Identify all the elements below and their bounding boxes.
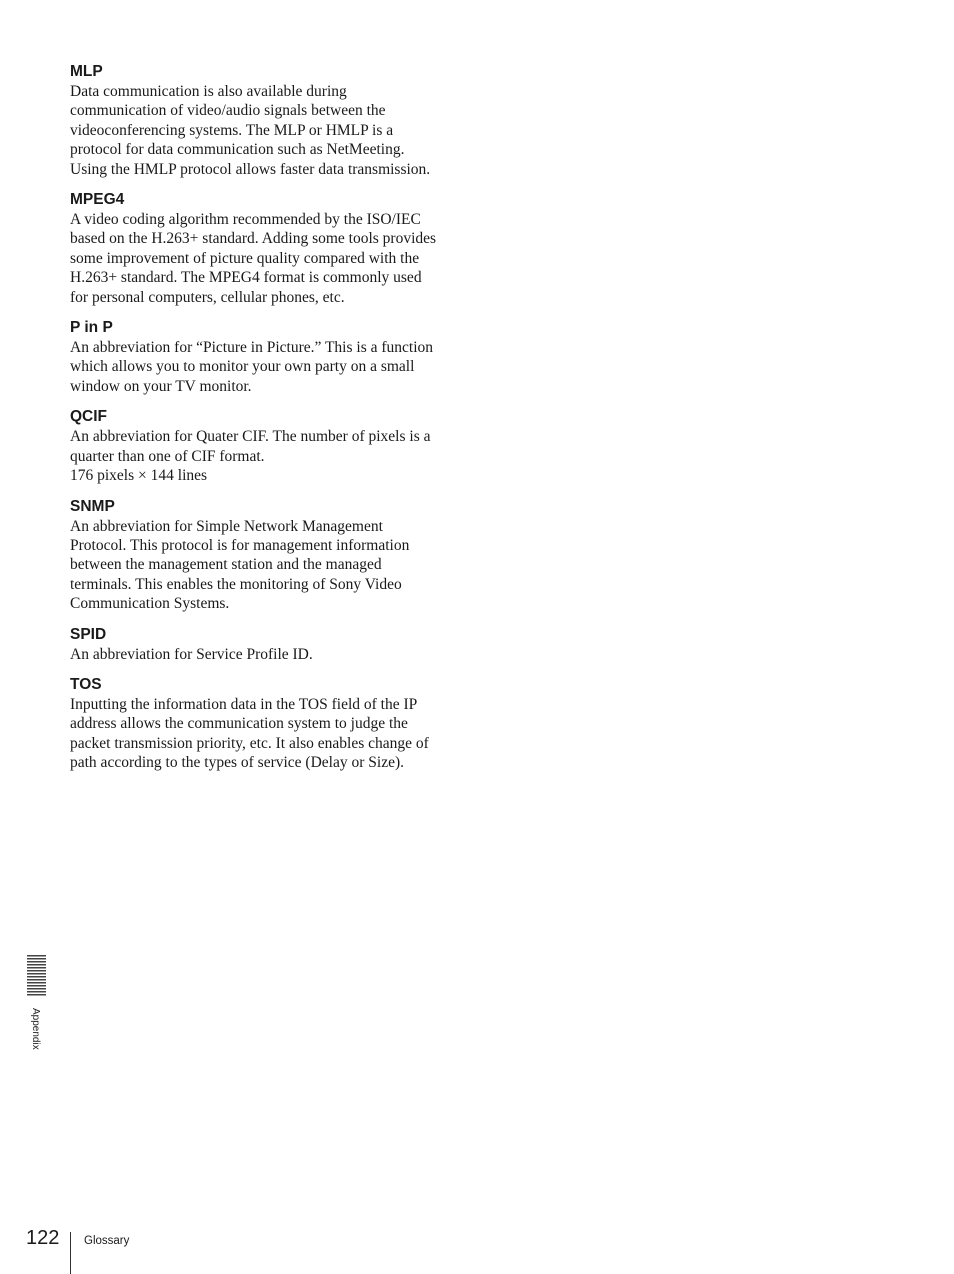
definition-line: address allows the communication system to judge the xyxy=(70,715,408,733)
definition-line: An abbreviation for “Picture in Picture.” This is a function xyxy=(70,339,434,357)
definition-line: for personal computers, cellular phones, etc. xyxy=(70,288,345,306)
definition-line: some improvement of picture quality compared with the xyxy=(70,249,420,267)
definition-line: Communication Systems. xyxy=(70,595,230,613)
footer-divider xyxy=(70,1232,71,1274)
definition-line: window on your TV monitor. xyxy=(70,377,252,395)
glossary-entry xyxy=(70,625,470,664)
definition-line: Inputting the information data in the TOS field of the IP xyxy=(70,695,418,713)
definition-line: based on the H.263+ standard. Adding some tools provides xyxy=(70,230,437,248)
glossary-definition xyxy=(70,695,470,773)
definition-line: packet transmission priority, etc. It also enables change of xyxy=(70,734,429,752)
glossary-term: QCIF xyxy=(70,408,108,426)
section-side-label: Appendix xyxy=(30,1008,41,1050)
glossary-term: P in P xyxy=(70,319,113,337)
glossary-entry xyxy=(70,407,470,485)
glossary-entry xyxy=(70,190,470,307)
glossary-entry xyxy=(70,62,470,179)
glossary-definition xyxy=(70,427,470,485)
glossary-definition xyxy=(70,645,470,664)
glossary-term: SPID xyxy=(70,625,107,643)
definition-line: which allows you to monitor your own party on a small xyxy=(70,358,415,376)
glossary-definition xyxy=(70,517,470,614)
glossary-definition xyxy=(70,210,470,307)
glossary-definition xyxy=(70,82,470,179)
definition-line: Protocol. This protocol is for management information xyxy=(70,536,410,554)
definition-line: terminals. This enables the monitoring of Sony Video xyxy=(70,575,402,593)
glossary-entry xyxy=(70,318,470,396)
definition-line: 176 pixels × 144 lines xyxy=(70,467,208,485)
definition-line: between the management station and the managed xyxy=(70,556,382,574)
definition-line: H.263+ standard. The MPEG4 format is commonly used xyxy=(70,269,422,287)
definition-line: communication of video/audio signals between the xyxy=(70,102,386,120)
footer-section-name: Glossary xyxy=(84,1235,130,1247)
definition-line: videoconferencing systems. The MLP or HMLP is a xyxy=(70,121,394,139)
glossary-entry xyxy=(70,675,470,773)
glossary-term: TOS xyxy=(70,675,102,693)
definition-line: path according to the types of service (Delay or Size). xyxy=(70,754,404,772)
definition-line: Using the HMLP protocol allows faster data transmission. xyxy=(70,160,431,178)
glossary-term: MPEG4 xyxy=(70,191,125,209)
definition-line: Data communication is also available during xyxy=(70,83,347,100)
glossary-term: SNMP xyxy=(70,497,115,515)
glossary-content xyxy=(70,62,470,784)
page-number: 122 xyxy=(26,1227,60,1249)
definition-line: A video coding algorithm recommended by the ISO/IEC xyxy=(70,211,421,229)
definition-line: quarter than one of CIF format. xyxy=(70,447,265,465)
definition-line: An abbreviation for Service Profile ID. xyxy=(70,645,313,663)
glossary-term: MLP xyxy=(70,63,103,80)
definition-line: An abbreviation for Simple Network Management xyxy=(70,517,383,535)
definition-line: An abbreviation for Quater CIF. The number of pixels is a xyxy=(70,428,431,446)
glossary-entry xyxy=(70,497,470,614)
glossary-definition xyxy=(70,338,470,396)
section-tab-marker xyxy=(27,955,46,997)
definition-line: protocol for data communication such as NetMeeting. xyxy=(70,141,405,159)
